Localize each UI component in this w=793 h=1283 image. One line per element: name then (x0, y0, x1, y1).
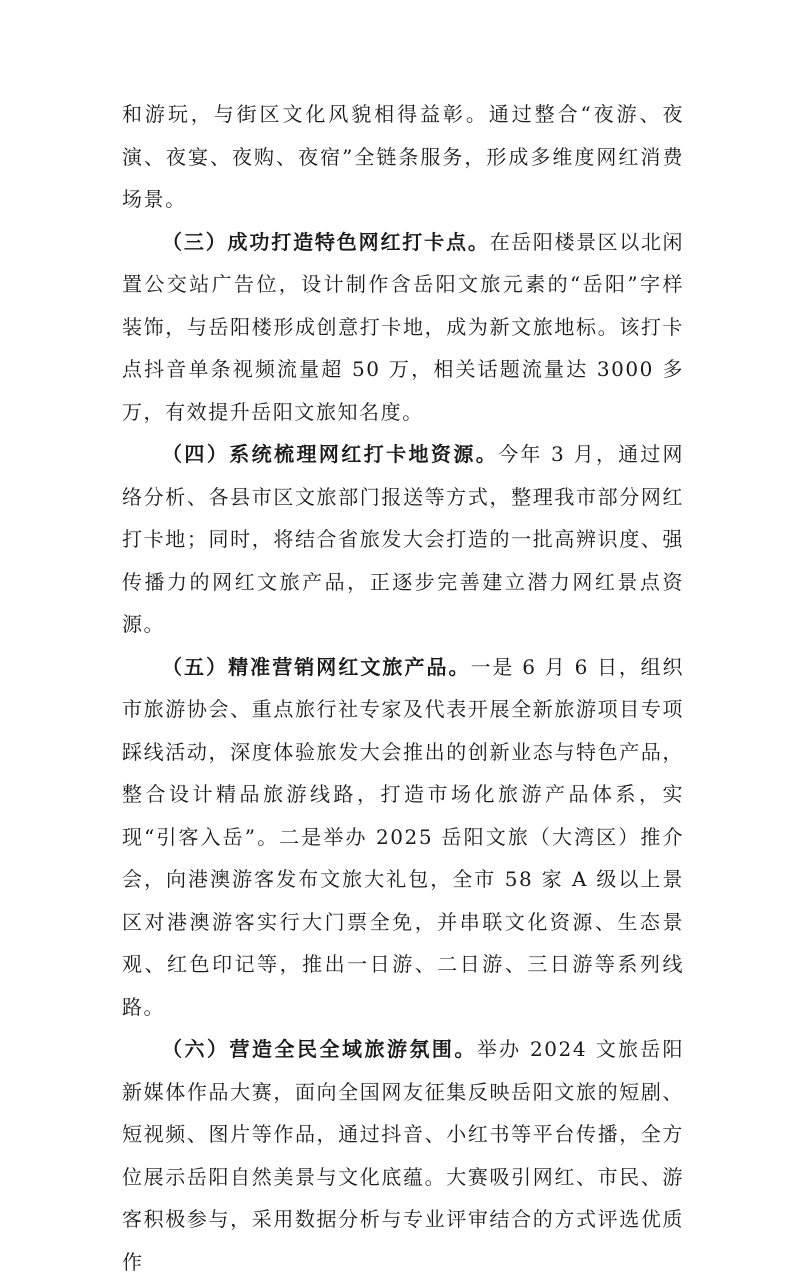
paragraph-text: 在岳阳楼景区以北闲置公交站广告位，设计制作含岳阳文旅元素的“岳阳”字样装饰，与岳阳楼形成创意打卡地，成为新文旅地标。该打卡点抖音单条视频流量超 50 万，相关话题流量达 3000 多万，有效提升岳阳文旅知名度。 (122, 229, 685, 424)
section-heading: （六）营造全民全域旅游氛围。 (162, 1037, 477, 1061)
paragraph-section-4 (122, 433, 684, 646)
section-heading: （四）系统梳理网红打卡地资源。 (162, 442, 499, 466)
paragraph-text: 今年 3 月，通过网络分析、各县市区文旅部门报送等方式，整理我市部分网红打卡地；同时，将结合省旅发大会打造的一批高辨识度、强传播力的网红文旅产品，正逐步完善建立潜力网红景点资源。 (122, 442, 684, 636)
paragraph-text: 一是 6 月 6 日，组织市旅游协会、重点旅行社专家及代表开展全新旅游项目专项踩线活动，深度体验旅发大会推出的创新业态与特色产品，整合设计精品旅游线路，打造市场化旅游产品体系，实现“引客入岳”。二是举办 2025 岳阳文旅（大湾区）推介会，向港澳游客发布文旅大礼包，全市 58 家 A 级以上景区对港澳游客实行大门票全免，并串联文化资源、生态景观、红色印记等，推出一日游、二日游、三日游等系列线路。 (122, 654, 685, 1019)
section-heading: （三）成功打造特色网红打卡点。 (162, 229, 490, 254)
paragraph-section-5 (122, 646, 684, 1029)
paragraph-section-3 (122, 221, 684, 434)
document-body (122, 93, 684, 1283)
paragraph-text: 举办 2024 文旅岳阳新媒体作品大赛，面向全国网友征集反映岳阳文旅的短剧、短视频、图片等作品，通过抖音、小红书等平台传播，全方位展示岳阳自然美景与文化底蕴。大赛吸引网红、市民、游客积极参与，采用数据分析与专业评审结合的方式评选优质作 (122, 1037, 684, 1274)
paragraph-section-6 (122, 1028, 684, 1283)
paragraph-text: 和游玩，与街区文化风貌相得益彰。通过整合“夜游、夜演、夜宴、夜购、夜宿”全链条服务，形成多维度网红消费场景。 (122, 102, 684, 211)
paragraph-continuation (122, 93, 684, 221)
section-heading: （五）精准营销网红文旅产品。 (162, 654, 471, 679)
